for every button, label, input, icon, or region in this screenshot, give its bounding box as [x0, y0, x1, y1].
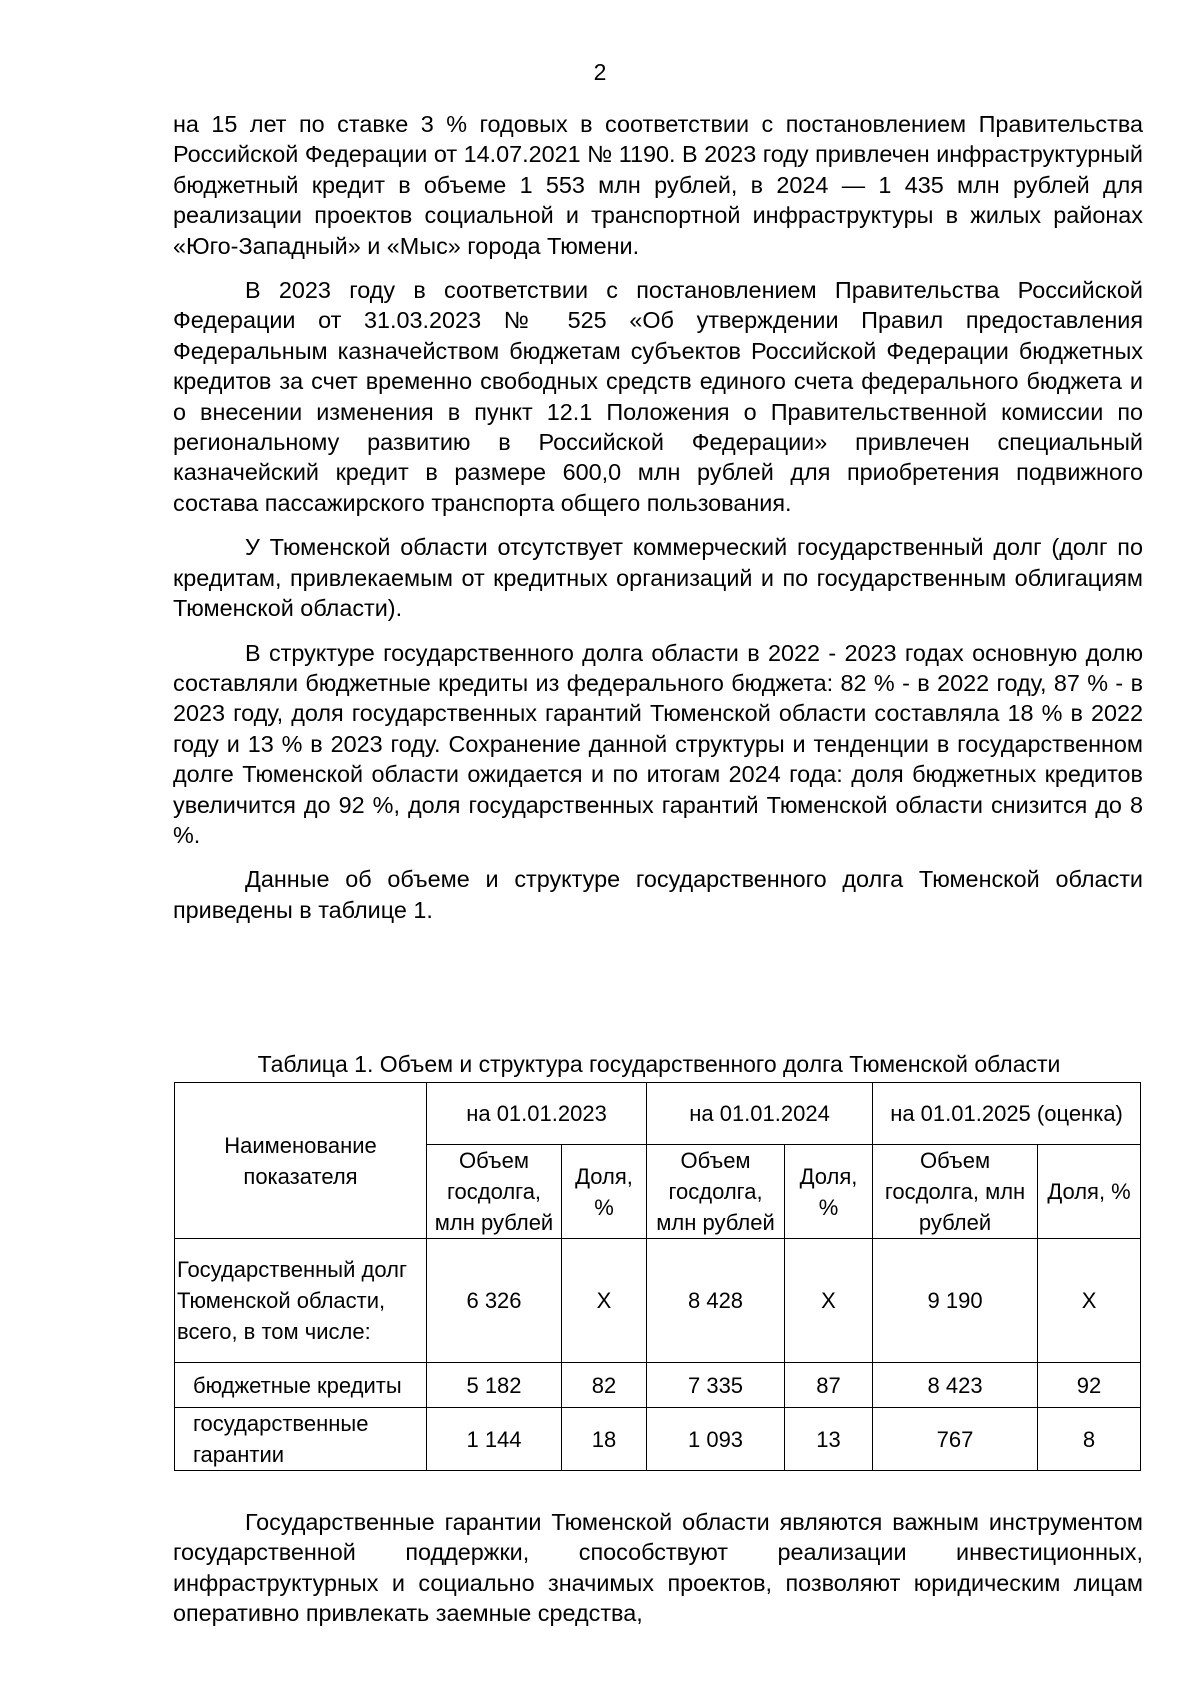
cell-share-2023: Х [562, 1239, 647, 1363]
page-number: 2 [593, 59, 607, 85]
header-volume-2023: Объем госдолга, млн рублей [427, 1145, 562, 1239]
header-date-2024: на 01.01.2024 [647, 1083, 873, 1145]
header-share-2023: Доля, % [562, 1145, 647, 1239]
row-name-total: Государственный долг Тюменской области, всего, в том числе: [175, 1239, 427, 1363]
cell-share-2024: Х [785, 1239, 873, 1363]
paragraph-2: В 2023 году в соответствии с постановлением Правительства Российской Федерации от 31.03.2023 № 525 «Об утверждении Правил предоставления Федеральным казначейством бюджетам субъектов Российской Федерации бюджетных кредитов за счет временно свободных средств единого счета федерального бюджета и о внесении изменения в пункт 12.1 Положения о Правительственной комиссии по региональному развитию в Российской Федерации» привлечен специальный казначейский кредит в размере 600,0 млн рублей для приобретения подвижного состава пассажирского транспорта общего пользования. [173, 277, 1143, 516]
table-row [175, 1239, 1141, 1363]
paragraph-5: Данные об объеме и структуре государственного долга Тюменской области приведены в таблице 1. [173, 866, 1143, 923]
header-volume-2024: Объем госдолга, млн рублей [647, 1145, 785, 1239]
row-name-budget-credits: бюджетные кредиты [175, 1363, 427, 1408]
cell-share-2025: 8 [1038, 1408, 1141, 1471]
table-row [175, 1363, 1141, 1408]
cell-share-2024: 87 [785, 1363, 873, 1408]
cell-volume-2025: 9 190 [873, 1239, 1038, 1363]
cell-share-2023: 18 [562, 1408, 647, 1471]
cell-share-2025: Х [1038, 1239, 1141, 1363]
debt-table [174, 1082, 1141, 1471]
cell-volume-2024: 1 093 [647, 1408, 785, 1471]
cell-volume-2024: 7 335 [647, 1363, 785, 1408]
body-text-top [173, 109, 1143, 939]
cell-volume-2023: 1 144 [427, 1408, 562, 1471]
table-header-row-dates [175, 1083, 1141, 1145]
body-text-bottom [173, 1507, 1143, 1643]
cell-volume-2025: 8 423 [873, 1363, 1038, 1408]
header-share-2024: Доля, % [785, 1145, 873, 1239]
header-date-2025: на 01.01.2025 (оценка) [873, 1083, 1141, 1145]
cell-volume-2024: 8 428 [647, 1239, 785, 1363]
paragraph-4: В структуре государственного долга области в 2022 - 2023 годах основную долю составляли бюджетные кредиты из федерального бюджета: 82 % - в 2022 году, 87 % - в 2023 году, доля государственных гарантий Тюменской области составляла 18 % в 2022 году и 13 % в 2023 году. Сохранение данной структуры и тенденции в государственном долге Тюменской области ожидается и по итогам 2024 года: доля бюджетных кредитов увеличится до 92 %, доля государственных гарантий Тюменской области снизится до 8 %. [173, 639, 1143, 848]
row-name-state-guarantees: государственные гарантии [175, 1408, 427, 1471]
header-date-2023: на 01.01.2023 [427, 1083, 647, 1145]
cell-share-2023: 82 [562, 1363, 647, 1408]
table-row [175, 1408, 1141, 1471]
paragraph-1: на 15 лет по ставке 3 % годовых в соответствии с постановлением Правительства Российской Федерации от 14.07.2021 № 1190. В 2023 году привлечен инфраструктурный бюджетный кредит в объеме 1 553 млн рублей, в 2024 — 1 435 млн рублей для реализации проектов социальной и транспортной инфраструктуры в жилых районах «Юго-Западный» и «Мыс» города Тюмени. [173, 111, 1143, 259]
paragraph-3: У Тюменской области отсутствует коммерческий государственный долг (долг по кредитам, привлекаемым от кредитных организаций и по государственным облигациям Тюменской области). [173, 534, 1143, 622]
cell-volume-2025: 767 [873, 1408, 1038, 1471]
header-indicator: Наименование показателя [175, 1083, 427, 1239]
cell-volume-2023: 5 182 [427, 1363, 562, 1408]
header-share-2025: Доля, % [1038, 1145, 1141, 1239]
header-volume-2025: Объем госдолга, млн рублей [873, 1145, 1038, 1239]
cell-share-2024: 13 [785, 1408, 873, 1471]
table-caption: Таблица 1. Объем и структура государственного долга Тюменской области [257, 1051, 1061, 1077]
cell-share-2025: 92 [1038, 1363, 1141, 1408]
paragraph-6: Государственные гарантии Тюменской области являются важным инструментом государственной поддержки, способствуют реализации инвестиционных, инфраструктурных и социально значимых проектов, позволяют юридическим лицам оперативно привлекать заемные средства, [173, 1509, 1143, 1627]
cell-volume-2023: 6 326 [427, 1239, 562, 1363]
